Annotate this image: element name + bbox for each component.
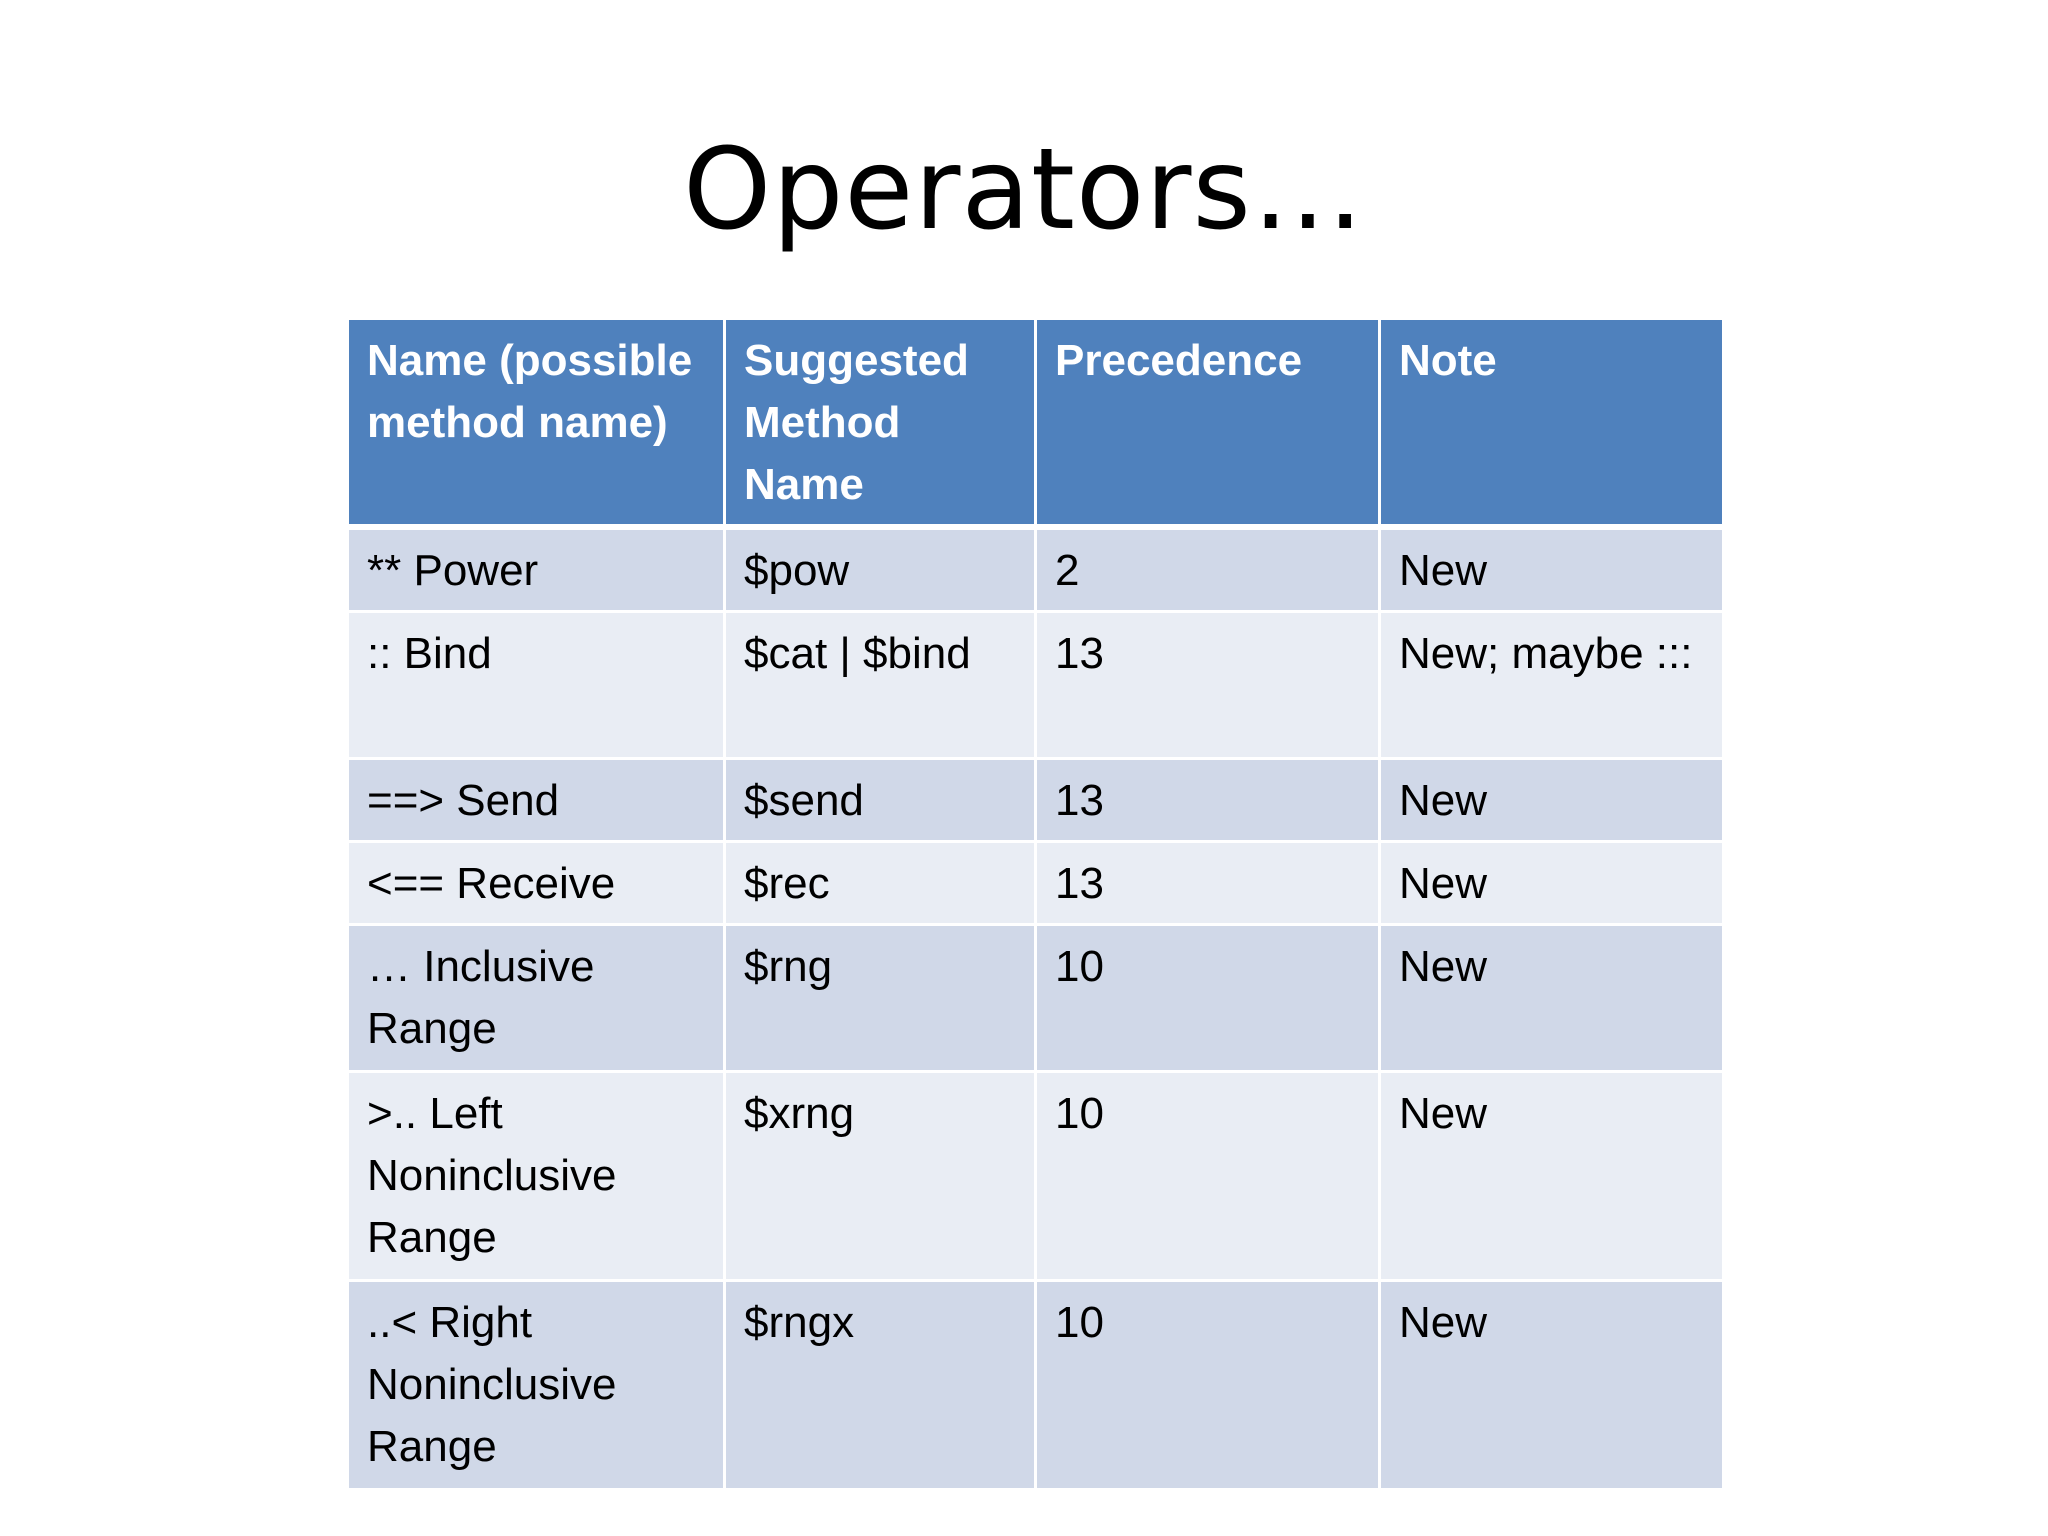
cell-method: $cat | $bind — [725, 612, 1036, 759]
cell-note: New — [1380, 1281, 1724, 1490]
table-row — [348, 1072, 1724, 1281]
header-suggested-method: Suggested Method Name — [725, 319, 1036, 528]
cell-name: ** Power — [348, 527, 725, 612]
table-row — [348, 759, 1724, 842]
cell-method: $pow — [725, 527, 1036, 612]
cell-note: New — [1380, 1072, 1724, 1281]
table-row — [348, 1281, 1724, 1490]
cell-precedence: 10 — [1036, 1281, 1380, 1490]
cell-name: … Inclusive Range — [348, 925, 725, 1072]
operators-table-container — [346, 317, 1722, 1491]
cell-method: $xrng — [725, 1072, 1036, 1281]
cell-method: $rec — [725, 842, 1036, 925]
cell-precedence: 10 — [1036, 1072, 1380, 1281]
table-header — [348, 319, 1724, 528]
operators-table — [346, 317, 1725, 1491]
header-note: Note — [1380, 319, 1724, 528]
table-row — [348, 527, 1724, 612]
cell-note: New — [1380, 527, 1724, 612]
header-row — [348, 319, 1724, 528]
cell-precedence: 10 — [1036, 925, 1380, 1072]
cell-name: ==> Send — [348, 759, 725, 842]
cell-name: ..< Right Noninclusive Range — [348, 1281, 725, 1490]
header-name: Name (possible method name) — [348, 319, 725, 528]
cell-precedence: 2 — [1036, 527, 1380, 612]
cell-precedence: 13 — [1036, 759, 1380, 842]
table-body — [348, 527, 1724, 1490]
slide-title: Operators… — [683, 125, 1365, 255]
cell-method: $rng — [725, 925, 1036, 1072]
cell-precedence: 13 — [1036, 842, 1380, 925]
cell-note: New — [1380, 842, 1724, 925]
table-row — [348, 842, 1724, 925]
cell-method: $send — [725, 759, 1036, 842]
table-row — [348, 612, 1724, 759]
cell-note: New — [1380, 925, 1724, 1072]
cell-note: New; maybe ::: — [1380, 612, 1724, 759]
cell-name: <== Receive — [348, 842, 725, 925]
cell-note: New — [1380, 759, 1724, 842]
table-row — [348, 925, 1724, 1072]
header-precedence: Precedence — [1036, 319, 1380, 528]
cell-name: :: Bind — [348, 612, 725, 759]
cell-name: >.. Left Noninclusive Range — [348, 1072, 725, 1281]
cell-method: $rngx — [725, 1281, 1036, 1490]
cell-precedence: 13 — [1036, 612, 1380, 759]
